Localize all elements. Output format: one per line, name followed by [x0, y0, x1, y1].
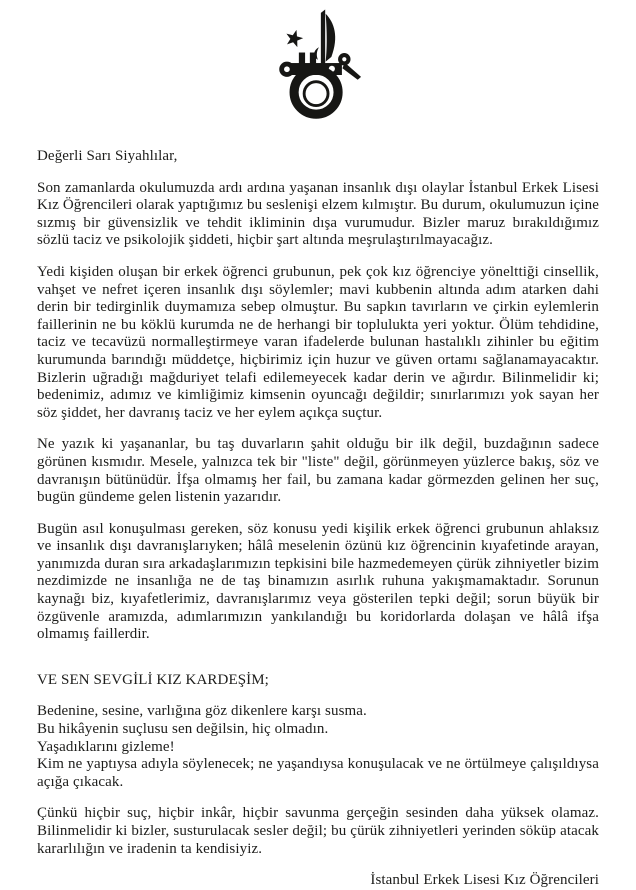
- paragraph-4: Bugün asıl konuşulması gereken, söz konusu yedi kişilik erkek öğrenci grubunun ahlaksız ve insanlık dışı davranışlarıyken; hâlâ meselenin özünü kız öğrencinin kıyafetinde arayan, yanımızda duran sıra arkadaşlarımızın tepkisini bile hazmedemeyen çürük zihniyetler bizim nezdimizde ne insanlığa ne de taş binamızın asırlık ruhuna yakışmamaktadır. Sorunun kaynağı biz, kıyafetlerimiz, davranışlarımız veya gösterilen tepki değil; sorun büyük bir özgüvenle aramızda, adımlarımızın yankılandığı bu koridorlarda dolaşan ve hâlâ ifşa olmamış faillerdir.: [37, 520, 599, 643]
- paragraph-3: Ne yazık ki yaşananlar, bu taş duvarların şahit olduğu bir ilk değil, buzdağının sadece görünen kısmıdır. Mesele, yalnızca tek bir "liste" değil, görünmeyen yüzlerce bakış, söz ve davranışın bütünüdür. İfşa olmamış her fail, bu zamana kadar görmezden gelinen her suç, bugün gündeme gelen listenin yazarıdır.: [37, 436, 599, 506]
- sister-line: Kim ne yaptıysa adıyla söylenecek; ne yaşandıysa konuşulacak ve ne örtülmeye çalışıldıysa açığa çıkacak.: [37, 756, 599, 790]
- paragraph-2: Yedi kişiden oluşan bir erkek öğrenci grubunun, pek çok kız öğrenciye yönelttiği cinsellik, vahşet ve nefret içeren insanlık dışı söylemler; mavi kubbenin altında adım atarken dahi derin bir tedirginlik duymamıza sebep olmuştur. Bu sapkın tavırların ve çirkin eylemlerin faillerinin ne bu köklü kurumda ne de herhangi bir toplulukta yeri yoktur. Ölüm tehdidine, taciz ve tecavüzü normalleştirmeye varan ifadelerde bulunan hastalıklı zihinler bu eğitim kurumunda barındığı müddetçe, hiçbirimiz için huzur ve güven ortamı sağlanamayacaktır. Bizlerin uğradığı mağduriyet telafi edilemeyecek kadar derin ve ağırdır. Bilinmelidir ki; bedenimiz, adımız ve kimliğimiz kimsenin oyuncağı değildir; sınırlarımızı yok sayan her söz şiddet, her davranış taciz ve her eylem açıkça suçtur.: [37, 263, 599, 421]
- paragraph-1: Son zamanlarda okulumuzda ardı ardına yaşanan insanlık dışı olaylar İstanbul Erkek Lisesi Kız Öğrencileri olarak yaptığımız bu seslenişi elzem kılmıştır. Bu durum, okulumuzun içine sızmış bir güvensizlik ve tehdit ikliminin dışa vurumudur. Bizler maruz bırakıldığımız sözlü taciz ve psikolojik şiddeti, hiçbir şart altında meşrulaştırılmayacağız.: [37, 179, 599, 249]
- school-emblem-icon: [274, 8, 362, 120]
- sister-line: Bedenine, sesine, varlığına göz dikenlere karşı susma.: [37, 703, 367, 720]
- sister-line: Bu hikâyenin suçlusu sen değilsin, hiç olmadın.: [37, 721, 329, 738]
- sister-line: Yaşadıklarını gizleme!: [37, 738, 175, 755]
- section-heading: VE SEN SEVGİLİ KIZ KARDEŞİM;: [37, 671, 269, 688]
- sister-message-block: [37, 703, 599, 791]
- letter-body: [0, 148, 636, 890]
- salutation: Değerli Sarı Siyahlılar,: [37, 148, 178, 164]
- logo: [0, 0, 636, 120]
- closing-paragraph: Çünkü hiçbir suç, hiçbir inkâr, hiçbir savunma gerçeğin sesinden daha yüksek olamaz. Bilinmelidir ki bizler, susturulacak sesler değil; bu çürük zihniyetleri yerinden söküp atacak kararlılığın ve iradenin ta kendisiyiz.: [37, 805, 599, 857]
- signature: İstanbul Erkek Lisesi Kız Öğrencileri: [370, 872, 599, 889]
